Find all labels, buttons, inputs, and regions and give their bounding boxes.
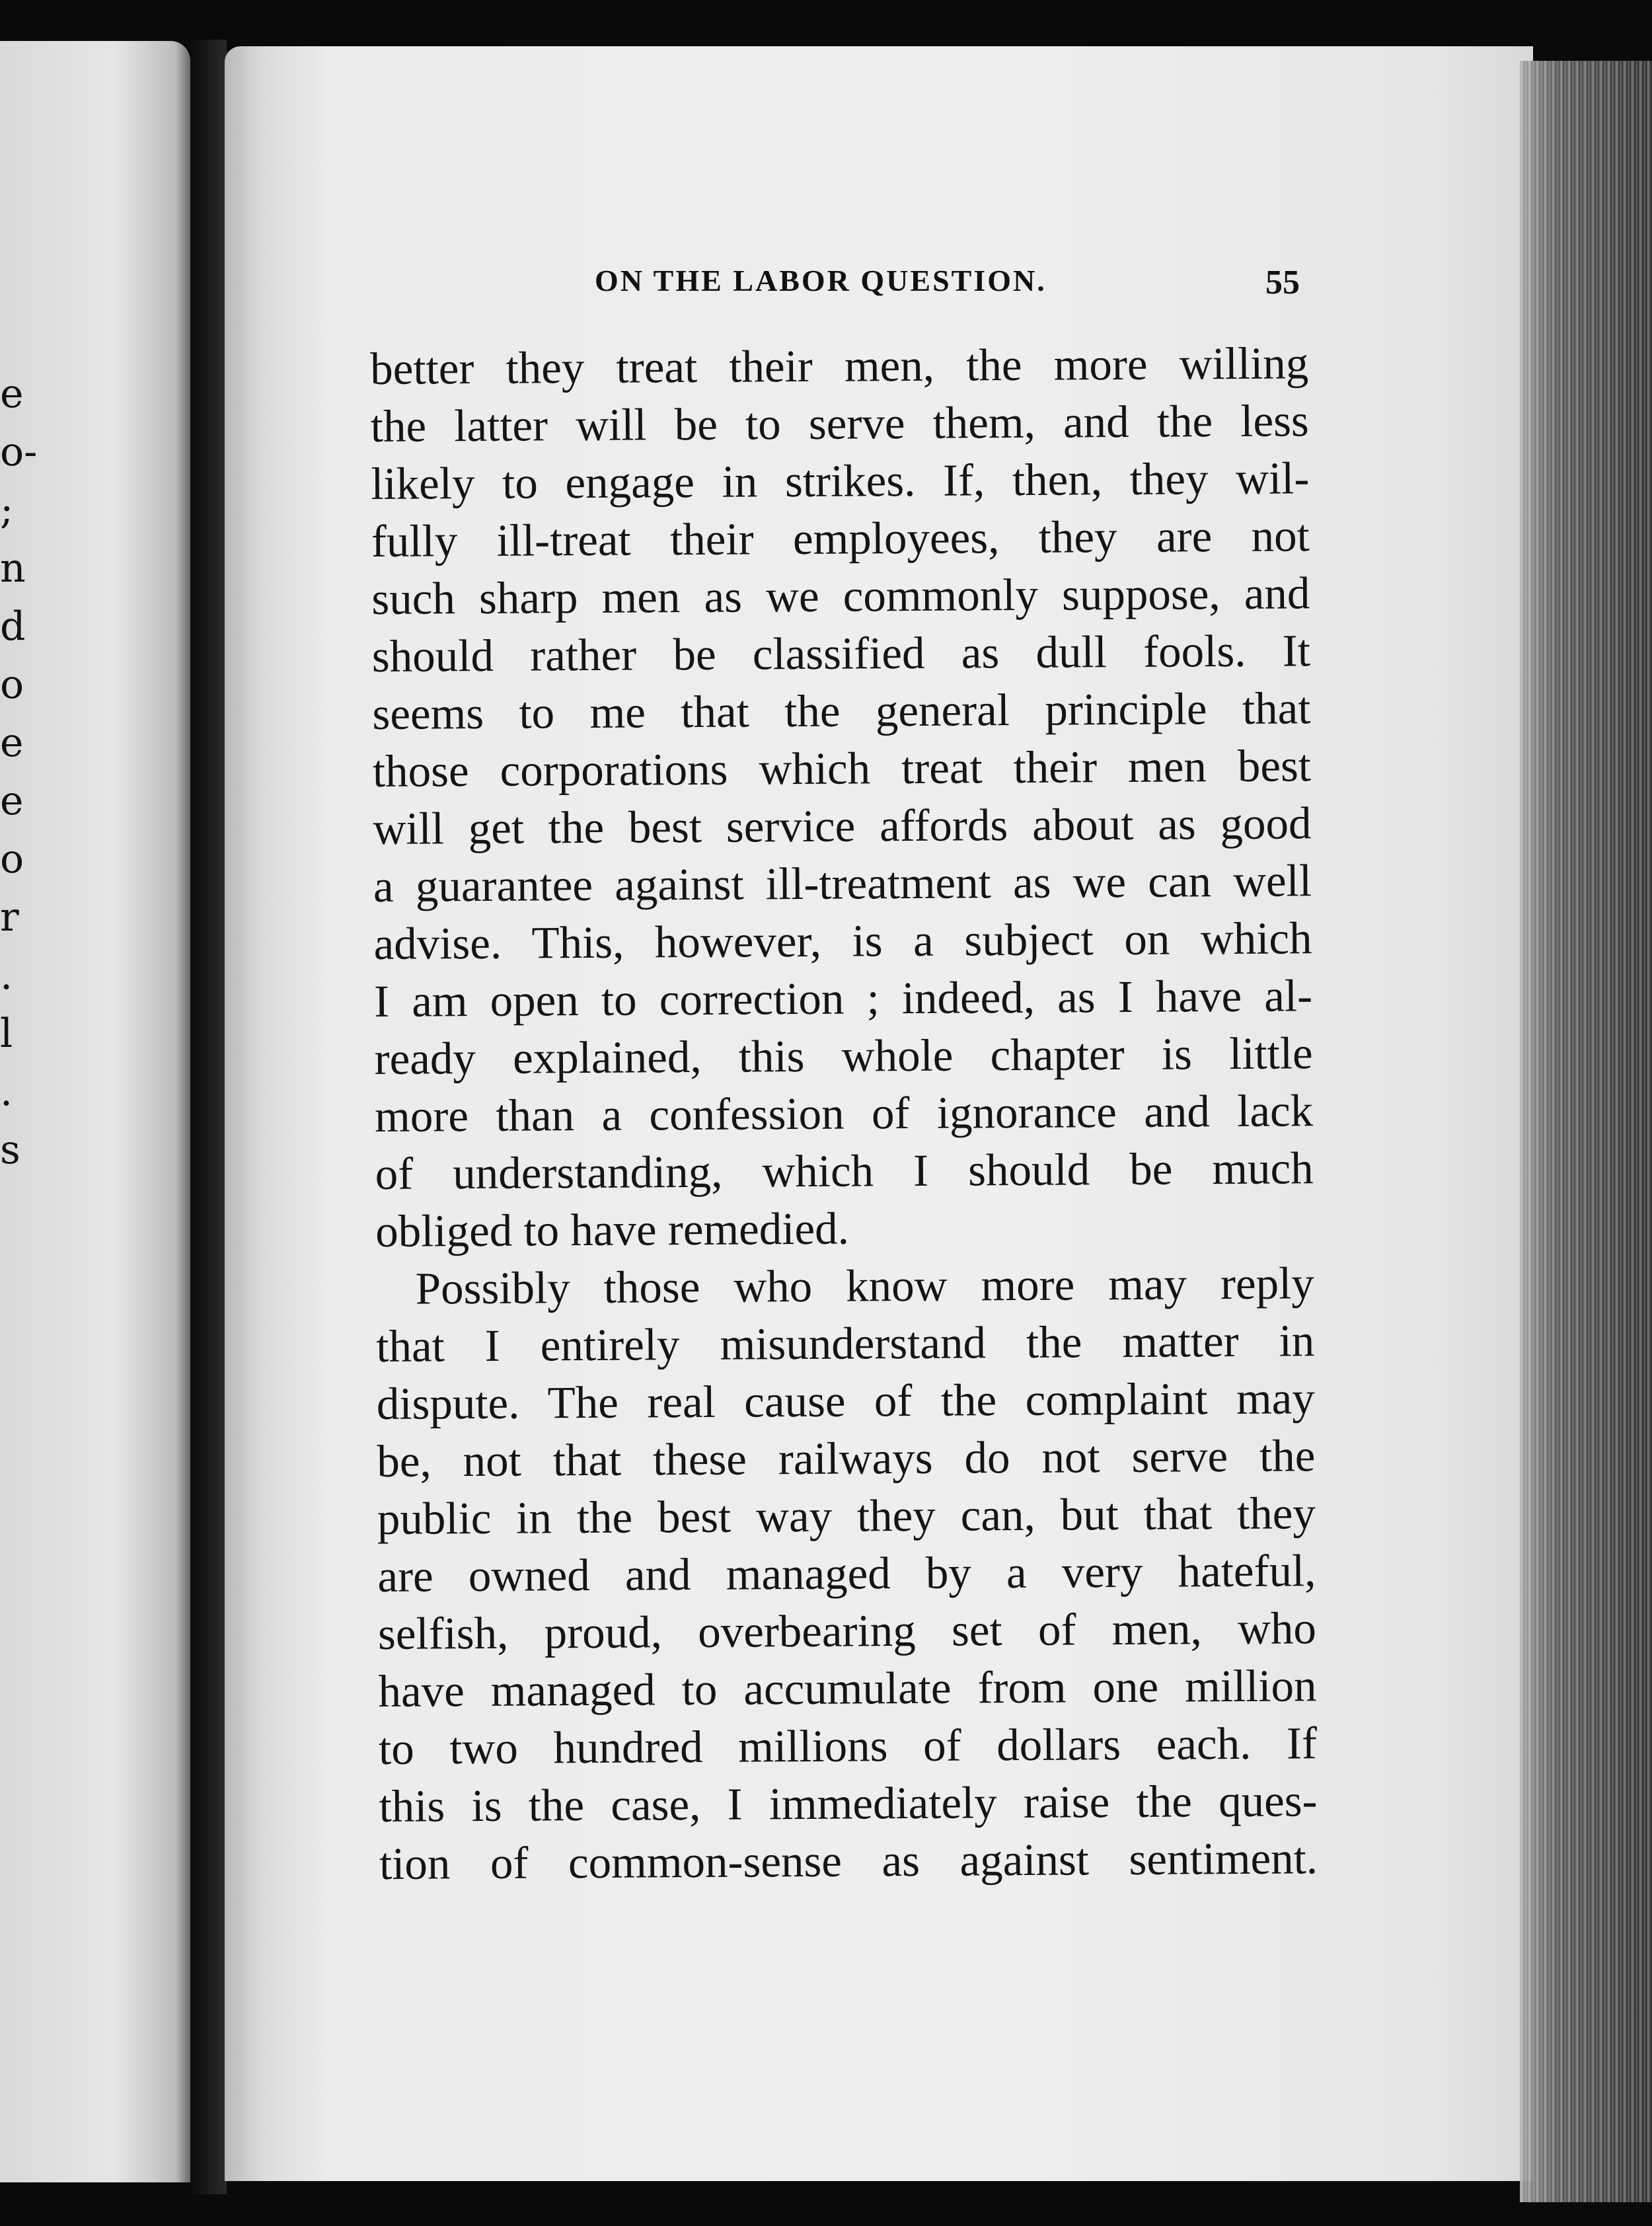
text-line: I am open to correction ; indeed, as I have al-	[373, 970, 1313, 1026]
left-fragment: l	[0, 1011, 13, 1057]
left-fragment: d	[0, 603, 26, 650]
left-fragment: s	[0, 1127, 20, 1173]
text-line: selfish, proud, overbearing set of men, who	[377, 1603, 1317, 1659]
text-line: that I entirely misunderstand the matter in	[376, 1315, 1315, 1371]
left-fragment: e	[0, 778, 24, 824]
text-line: to two hundred millions of dollars each. If	[378, 1718, 1318, 1774]
body-text	[370, 334, 1318, 1893]
text-line: better they treat their men, the more willing	[370, 338, 1309, 394]
left-fragment: .	[0, 1069, 13, 1115]
text-line: fully ill-treat their employees, they are not	[371, 510, 1310, 566]
left-fragment: o	[0, 836, 24, 882]
text-line: likely to engage in strikes. If, then, they wil-	[371, 453, 1310, 509]
text-line: advise. This, however, is a subject on which	[373, 913, 1312, 969]
text-line: obliged to have remedied.	[375, 1203, 850, 1256]
text-line: such sharp men as we commonly suppose, and	[371, 568, 1310, 624]
left-fragment: r	[0, 894, 19, 940]
running-head-title: ON THE LABOR QUESTION.	[595, 264, 1047, 297]
text-line: more than a confession of ignorance and lack	[374, 1085, 1314, 1141]
text-line: a guarantee against ill-treatment as we can well	[373, 855, 1312, 911]
left-fragment: e	[0, 720, 24, 766]
text-line: seems to me that the general principle that	[372, 683, 1311, 739]
left-fragment: e	[0, 371, 24, 417]
left-facing-page	[0, 41, 190, 2182]
text-line: be, not that these railways do not serve the	[377, 1430, 1316, 1486]
text-line: public in the best way they can, but that they	[377, 1488, 1316, 1544]
book-gutter-shadow	[190, 40, 227, 2194]
text-line: should rather be classified as dull fools. It	[371, 625, 1311, 681]
text-line: ready explained, this whole chapter is little	[374, 1028, 1313, 1084]
text-line: of understanding, which I should be much	[375, 1143, 1314, 1199]
text-line: Possibly those who know more may reply	[415, 1258, 1314, 1314]
text-line: the latter will be to serve them, and the less	[370, 395, 1309, 451]
text-line: will get the best service affords about as good	[373, 798, 1312, 854]
page-number: 55	[1265, 264, 1300, 301]
text-line: those corporations which treat their men best	[372, 740, 1312, 796]
text-line: this is the case, I immediately raise the ques-	[379, 1775, 1318, 1831]
left-fragment: o-	[0, 429, 38, 475]
left-page-text-fragments	[0, 365, 38, 1179]
left-fragment: .	[0, 952, 13, 999]
text-line: dispute. The real cause of the complaint may	[376, 1373, 1316, 1429]
left-fragment: ;	[0, 487, 14, 533]
text-line: have managed to accumulate from one million	[378, 1660, 1317, 1716]
left-fragment: n	[0, 545, 26, 592]
page-edges	[1520, 61, 1652, 2202]
paragraph	[376, 1254, 1318, 1893]
left-fragment: o	[0, 662, 24, 708]
paragraph	[370, 334, 1314, 1260]
text-line: are owned and managed by a very hateful,	[377, 1545, 1316, 1601]
text-line: tion of common-sense as against sentiment.	[379, 1833, 1318, 1889]
